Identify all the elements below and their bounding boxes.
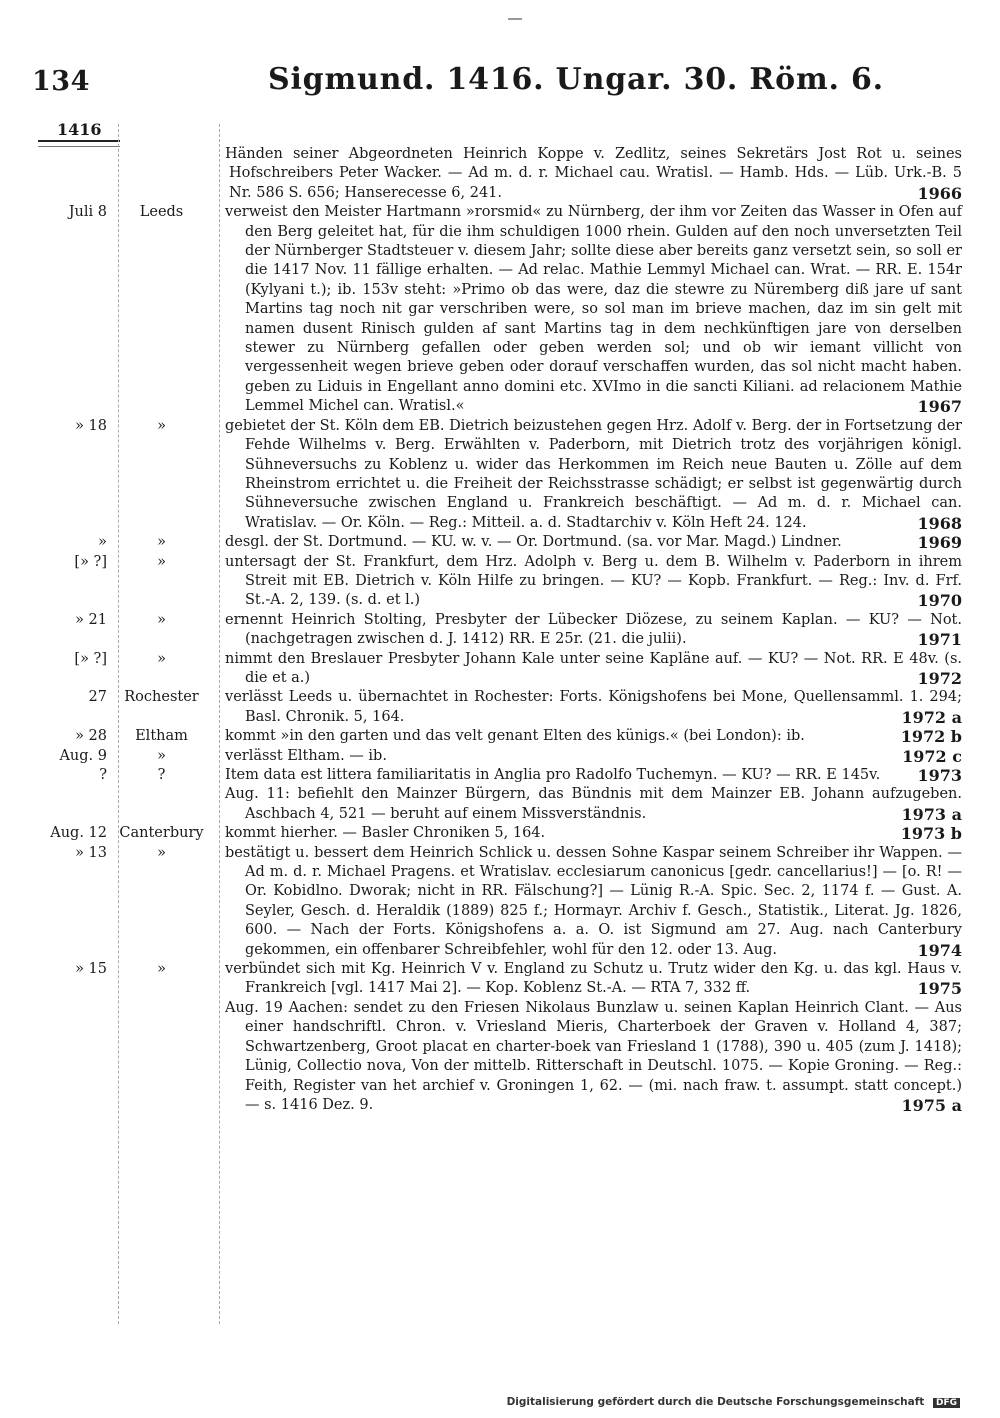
entry-place: Canterbury bbox=[119, 825, 204, 842]
entry-text-block bbox=[225, 960, 962, 999]
entry-date: [» ?] bbox=[74, 650, 107, 667]
entry-text-block bbox=[225, 999, 962, 1115]
entry-text-block bbox=[225, 824, 962, 843]
regest-entry bbox=[0, 766, 1000, 785]
entry-number: 1966 bbox=[917, 183, 962, 203]
scan-mark bbox=[508, 18, 522, 20]
regest-list bbox=[0, 145, 1000, 1115]
entry-text: verweist den Meister Hartmann »rorsmid« zu Nürnberg, der ihm vor Zeiten das Wasser in Ofen auf den Berg geleitet hat, für die ihm schuldigen 1000 rhein. Gulden auf den noch unversetzten Teil der Nürnberger Stadtsteuer v. diesem Jahr; sollte diese aber bereits ganz versetzt sein, so soll er die 1417 Nov. 11 fällige erhalten. — Ad relac. Mathie Lemmyl Michael can. Wrat. — RR. E. 154r (Kylyani t.); ib. 153v steht: »Primo ob das were, daz die stewre zu Nüremberg diß jare uf sant Martins tag noch nit gar verschriben were, so sol man im brieve machen, daz im sin gelt mit namen dusent Rinisch gulden af sant Martins tag in dem nechkünftigen jare von derselben stewer zu Nürnberg gefallen oder geben werden sol; und ob wir iemant villicht von vergessenheit wegen brieve geben oder dorauf verschaffen wurden, das sol nicht macht haben. geben zu Liduis in Engellant anno domini etc. XVImo in die sancti Kiliani. ad relacionem Mathie Lemmel Michel can. Wratisl.« bbox=[225, 204, 962, 415]
entry-text: Item data est littera familiaritatis in Anglia pro Radolfo Tuchemyn. — KU? — RR. E 145v. bbox=[225, 767, 881, 783]
entry-text-block bbox=[225, 785, 962, 824]
regest-entry bbox=[0, 688, 1000, 727]
entry-text: desgl. der St. Dortmund. — KU. w. v. — Or. Dortmund. (sa. vor Mar. Magd.) Lindner. bbox=[225, 534, 842, 551]
entry-place: » bbox=[157, 747, 166, 764]
regest-entry bbox=[0, 785, 1000, 824]
regest-entry bbox=[0, 824, 1000, 843]
entry-date: ? bbox=[99, 767, 107, 783]
entry-number: 1975 bbox=[917, 979, 962, 999]
regest-entry bbox=[0, 145, 1000, 203]
entry-text: bestätigt u. bessert dem Heinrich Schlick u. dessen Sohne Kaspar seinem Schreiber ihr Wappen. — Ad m. d. r. Michael Pragens. et Wratislav. ecclesiarum canonicus [gedr. cancellarius!] — [o. R! — Or. Kobidlno. Dworak; nicht in RR. Fälschung?] — Lünig R.-A. Spic. Sec. 2, 1174 f. — Gust. A. Seyler, Gesch. d. Heraldik (1889) 825 f.; Hormayr. Archiv f. Gesch., Statistik., Literat. Jg. 1826, 600. — Nach der Forts. Königshofens a. a. O. ist Sigmund am 27. Aug. nach Canterbury gekommen, ein offenbarer Schreibfehler, wohl für den 12. oder 13. Aug. bbox=[225, 844, 962, 958]
entry-date: 27 bbox=[88, 689, 107, 706]
entry-text-block bbox=[225, 747, 962, 766]
entry-number: 1975 a bbox=[901, 1095, 962, 1115]
entry-number: 1968 bbox=[917, 513, 962, 533]
entry-text: verlässt Eltham. — ib. bbox=[225, 747, 387, 764]
running-title: Sigmund. 1416. Ungar. 30. Röm. 6. bbox=[268, 62, 884, 97]
entry-number: 1969 bbox=[917, 533, 962, 553]
regest-entry bbox=[0, 417, 1000, 533]
entry-text-block bbox=[225, 145, 962, 203]
entry-text-block bbox=[225, 688, 962, 727]
entry-text-block bbox=[225, 766, 962, 785]
regest-entry bbox=[0, 844, 1000, 960]
entry-text: ernennt Heinrich Stolting, Presbyter der Lübecker Diözese, zu seinem Kaplan. — KU? — Not. (nachgetragen zwischen d. J. 1412) RR. E 25r. (21. die julii). bbox=[225, 611, 962, 648]
entry-number: 1970 bbox=[917, 591, 962, 611]
regest-entry bbox=[0, 747, 1000, 766]
entry-number: 1972 bbox=[917, 668, 962, 688]
entry-date: » 13 bbox=[75, 844, 107, 861]
entry-text: gebietet der St. Köln dem EB. Dietrich beizustehen gegen Hrz. Adolf v. Berg. der in Fortsetzung der Fehde Wilhelms v. Berg. Erwählten v. Paderborn, mit Dietrich trotz des vorjährigen königl. Sühneversuchs zu Koblenz u. wider das Herkommen im Reich neue Bauten u. Zölle auf dem Rheinstrom errichtet u. die Freiheit der Reichsstrasse schädigt; er selbst ist gegenwärtig durch Sühneversuche zwischen England u. Frankreich beschäftigt. — Ad m. d. r. Michael can. Wratislav. — Or. Köln. — Reg.: Mitteil. a. d. Stadtarchiv v. Köln Heft 24. 124. bbox=[225, 417, 962, 531]
entry-place: Rochester bbox=[124, 689, 199, 706]
entry-number: 1972 a bbox=[901, 707, 962, 727]
entry-text-block bbox=[225, 533, 962, 552]
entry-date: » 21 bbox=[75, 611, 107, 628]
entry-number: 1972 c bbox=[902, 746, 962, 766]
entry-place: » bbox=[157, 417, 166, 434]
entry-number: 1973 a bbox=[901, 804, 962, 824]
entry-place: » bbox=[157, 650, 166, 667]
entry-text-block bbox=[225, 553, 962, 611]
entry-place: ? bbox=[157, 767, 166, 783]
entry-place: » bbox=[157, 553, 166, 570]
dfg-logo: DFG bbox=[933, 1398, 960, 1408]
entry-date: Aug. 9 bbox=[59, 747, 107, 764]
regest-entry bbox=[0, 553, 1000, 611]
entry-place: Leeds bbox=[139, 204, 184, 221]
entry-text: verlässt Leeds u. übernachtet in Rochester: Forts. Königshofens bei Mone, Quellensamml. 1. 294; Basl. Chronik. 5, 164. bbox=[225, 689, 962, 725]
entry-number: 1967 bbox=[917, 397, 962, 417]
entry-text: untersagt der St. Frankfurt, dem Hrz. Adolph v. Berg u. dem B. Wilhelm v. Paderborn in ihrem Streit mit EB. Dietrich v. Köln Hilfe zu bringen. — KU? — Kopb. Frankfurt. — Reg.: Inv. d. Frf. St.-A. 2, 139. (s. d. et l.) bbox=[225, 553, 962, 609]
page-number: 134 bbox=[32, 66, 90, 97]
entry-text: Aug. 19 Aachen: sendet zu den Friesen Nikolaus Bunzlaw u. seinen Kaplan Heinrich Clant. — Aus einer handschriftl. Chron. v. Vriesland Mieris, Charterboek der Graven v. Holland 4, 387; Schwartzenberg, Groot placat en charter-boek van Friesland 1 (1788), 390 u. 405 (zum J. 1418); Lünig, Collectio nova, Von der mittelb. Ritterschaft in Deutschl. 1075. — Kopie Groning. — Reg.: Feith, Register van het archief v. Groningen 1, 62. — (mi. nach fraw. t. assumpt. statt concept.) — s. 1416 Dez. 9. bbox=[225, 999, 962, 1113]
regest-entry bbox=[0, 533, 1000, 552]
entry-number: 1973 bbox=[917, 766, 962, 785]
entry-text: nimmt den Breslauer Presbyter Johann Kale unter seine Kapläne auf. — KU? — Not. RR. E 48v. (s. die et a.) bbox=[225, 650, 962, 686]
entry-number: 1974 bbox=[917, 940, 962, 960]
regest-entry bbox=[0, 611, 1000, 650]
entry-text-block bbox=[225, 650, 962, 689]
regest-entry bbox=[0, 203, 1000, 416]
entry-number: 1973 b bbox=[900, 824, 962, 844]
entry-place: » bbox=[157, 611, 166, 628]
entry-place: » bbox=[157, 961, 166, 978]
entry-place: » bbox=[157, 844, 166, 861]
entry-text: kommt hierher. — Basler Chroniken 5, 164. bbox=[225, 825, 546, 842]
entry-date: » 18 bbox=[75, 417, 107, 434]
entry-place: » bbox=[157, 534, 166, 551]
footer-text: Digitalisierung gefördert durch die Deutsche Forschungsgemeinschaft bbox=[506, 1396, 925, 1408]
entry-date: Aug. 12 bbox=[50, 825, 107, 842]
entry-date: » 28 bbox=[75, 728, 107, 745]
entry-number: 1971 bbox=[917, 630, 962, 650]
entry-date: [» ?] bbox=[74, 553, 107, 570]
entry-text-block bbox=[225, 417, 962, 533]
regest-entry bbox=[0, 999, 1000, 1115]
entry-place: Eltham bbox=[135, 728, 188, 745]
entry-date: » 15 bbox=[75, 961, 107, 978]
entry-text: verbündet sich mit Kg. Heinrich V v. England zu Schutz u. Trutz wider den Kg. u. das kgl. Haus v. Frankreich [vgl. 1417 Mai 2]. — Kop. Koblenz St.-A. — RTA 7, 332 ff. bbox=[225, 961, 962, 997]
entry-number: 1972 b bbox=[900, 727, 962, 747]
regest-entry bbox=[0, 727, 1000, 746]
entry-text: kommt »in den garten und das velt genant Elten des künigs.« (bei London): ib. bbox=[225, 728, 805, 745]
year-rule bbox=[38, 140, 120, 142]
entry-text-block bbox=[225, 611, 962, 650]
year-label: 1416 bbox=[57, 120, 102, 139]
entry-text-block bbox=[225, 203, 962, 416]
entry-text-block bbox=[225, 844, 962, 960]
entry-date: » bbox=[98, 534, 107, 551]
entry-date: Juli 8 bbox=[68, 204, 107, 221]
entry-text-block bbox=[225, 727, 962, 746]
regest-entry bbox=[0, 960, 1000, 999]
entry-text: Aug. 11: befiehlt den Mainzer Bürgern, das Bündnis mit dem Mainzer EB. Johann aufzugeben. Aschbach 4, 521 — beruht auf einem Missverständnis. bbox=[225, 786, 962, 822]
footer-credit bbox=[507, 1396, 960, 1408]
entry-text: Händen seiner Abgeordneten Heinrich Koppe v. Zedlitz, seines Sekretärs Jost Rot u. seines Hofschreibers Peter Wacker. — Ad m. d. r. Michael cau. Wratisl. — Hamb. Hds. — Lüb. Urk.-B. 5 Nr. 586 S. 656; Hanserecesse 6, 241. bbox=[225, 146, 962, 201]
regest-entry bbox=[0, 650, 1000, 689]
